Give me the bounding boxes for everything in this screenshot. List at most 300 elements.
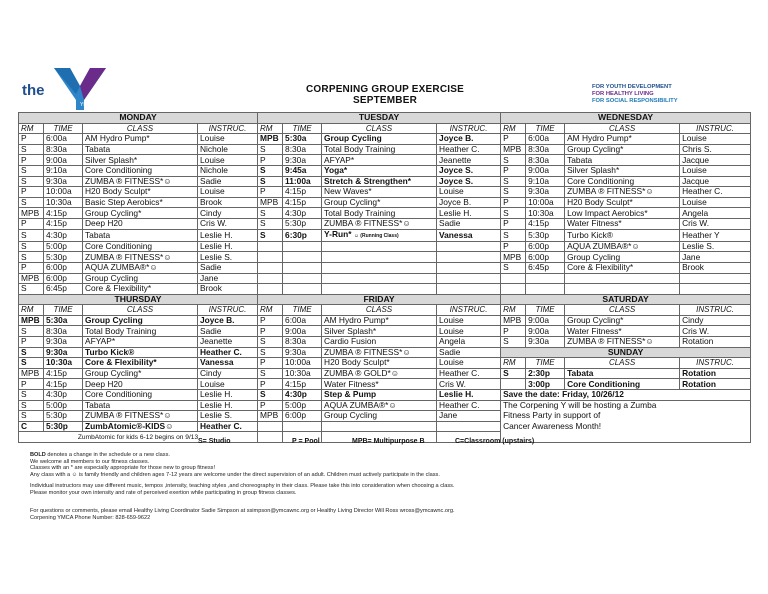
time-cell: 2:30p xyxy=(526,368,565,379)
time-cell: 6:00a xyxy=(283,315,322,326)
column-header-row xyxy=(19,305,751,316)
class-cell: Core & Flexibility* xyxy=(83,358,198,369)
instructor-cell: Heather C. xyxy=(437,400,501,411)
room-cell: S xyxy=(19,284,44,295)
col-rm: RM xyxy=(501,305,526,316)
instructor-cell: Jane xyxy=(437,411,501,422)
instructor-cell xyxy=(437,421,501,432)
instructor-cell: Sadie xyxy=(198,176,258,187)
room-cell: S xyxy=(258,337,283,348)
save-the-date-line: The Corpening Y will be hosting a Zumba xyxy=(501,400,751,411)
instructor-cell: Chris S. xyxy=(680,144,751,155)
class-cell: Group Cycling* xyxy=(83,368,198,379)
room-cell xyxy=(258,262,283,273)
room-cell: MPB xyxy=(258,134,283,145)
table-row xyxy=(19,262,751,273)
room-cell: S xyxy=(19,390,44,401)
class-cell: Deep H20 xyxy=(83,379,198,390)
legend-classroom: C=Classroom (upstairs) xyxy=(455,438,535,445)
instructor-cell: Jane xyxy=(198,273,258,284)
class-cell: Core & Flexibility* xyxy=(83,284,198,295)
table-row xyxy=(19,390,751,401)
room-cell: MPB xyxy=(258,411,283,422)
footnotes-block-1: BOLD denotes a change in the schedule or a new class. We welcome all members to our fitness classes. Classes with an * are especially appropriate for those new to group fitness! Any class with a ☺ is family friendly and children ages 7-12 years are welcome under the direct supervision of an adult. Children must actively participate in the class. xyxy=(30,452,440,478)
time-cell: 4:30p xyxy=(44,390,83,401)
class-cell xyxy=(322,241,437,252)
time-cell: 10:30a xyxy=(526,208,565,219)
room-cell: S xyxy=(258,368,283,379)
col-time: TIME xyxy=(526,305,565,316)
time-cell: 5:30p xyxy=(44,252,83,263)
time-cell xyxy=(283,284,322,295)
class-cell: Group Cycling xyxy=(322,134,437,145)
class-cell xyxy=(322,421,437,432)
time-cell: 9:10a xyxy=(44,165,83,176)
col-rm: RM xyxy=(19,123,44,134)
instructor-cell: Joyce B. xyxy=(437,197,501,208)
table-row xyxy=(19,315,751,326)
instructor-cell: Angela xyxy=(680,208,751,219)
room-cell: S xyxy=(19,400,44,411)
class-cell: Group Cycling* xyxy=(83,208,198,219)
room-cell: S xyxy=(501,337,526,348)
time-cell: 4:15p xyxy=(44,368,83,379)
day-header-row xyxy=(19,113,751,124)
ymca-tagline: FOR YOUTH DEVELOPMENT FOR HEALTHY LIVING FOR SOCIAL RESPONSIBILITY xyxy=(592,84,678,104)
class-cell: ZUMBA ® FITNESS*☺ xyxy=(83,252,198,263)
room-cell: S xyxy=(258,390,283,401)
instructor-cell: Cris W. xyxy=(198,218,258,229)
room-cell: P xyxy=(19,187,44,198)
table-row xyxy=(19,400,751,411)
class-cell: AQUA ZUMBA®*☺ xyxy=(322,400,437,411)
instructor-cell: Louise xyxy=(437,315,501,326)
thursday-note: ZumbAtomic for kids 6-12 begins on 9/13 xyxy=(19,432,258,443)
time-cell: 5:30p xyxy=(44,421,83,432)
instructor-cell: Leslie H. xyxy=(198,390,258,401)
instructor-cell: Louise xyxy=(198,155,258,166)
room-cell: P xyxy=(258,326,283,337)
room-cell: S xyxy=(258,165,283,176)
class-cell: Core Conditioning xyxy=(83,241,198,252)
table-row xyxy=(19,208,751,219)
class-cell: Water Fitness* xyxy=(565,218,680,229)
instructor-cell: Vanessa xyxy=(437,229,501,241)
class-cell xyxy=(322,284,437,295)
class-cell: ZUMBA ® FITNESS*☺ xyxy=(322,218,437,229)
time-cell: 9:00a xyxy=(283,326,322,337)
table-row xyxy=(19,165,751,176)
table-row xyxy=(19,176,751,187)
class-cell xyxy=(322,273,437,284)
time-cell xyxy=(283,241,322,252)
instructor-cell: Jeanette xyxy=(437,155,501,166)
time-cell: 4:15p xyxy=(44,218,83,229)
instructor-cell: Rotation xyxy=(680,337,751,348)
time-cell: 8:30a xyxy=(526,155,565,166)
room-cell xyxy=(258,241,283,252)
class-cell xyxy=(322,252,437,263)
table-row xyxy=(19,229,751,241)
instructor-cell: Louise xyxy=(198,187,258,198)
class-cell: Silver Splash* xyxy=(83,155,198,166)
table-row xyxy=(19,358,751,369)
room-cell: P xyxy=(258,187,283,198)
time-cell: 6:00p xyxy=(526,241,565,252)
room-cell: P xyxy=(19,379,44,390)
class-cell: Y-Run* ☺ (Running Class) xyxy=(322,229,437,241)
room-cell: MPB xyxy=(501,252,526,263)
class-cell: AFYAP* xyxy=(322,155,437,166)
room-cell: P xyxy=(258,358,283,369)
instructor-cell: Nichole xyxy=(198,165,258,176)
time-cell: 4:15p xyxy=(283,197,322,208)
room-cell: MPB xyxy=(501,144,526,155)
class-cell: Tabata xyxy=(565,155,680,166)
time-cell: 6:00a xyxy=(526,134,565,145)
instructor-cell: Louise xyxy=(437,326,501,337)
room-cell: P xyxy=(501,241,526,252)
class-cell: Group Cycling* xyxy=(322,197,437,208)
class-cell: Step & Pump xyxy=(322,390,437,401)
room-cell: P xyxy=(258,315,283,326)
time-cell xyxy=(526,284,565,295)
time-cell: 9:30a xyxy=(44,347,83,358)
room-cell xyxy=(258,252,283,263)
table-row xyxy=(19,187,751,198)
ymca-logo xyxy=(22,66,112,112)
instructor-cell: Louise xyxy=(680,134,751,145)
instructor-cell: Angela xyxy=(437,337,501,348)
class-cell: ZUMBA ® FITNESS*☺ xyxy=(83,176,198,187)
room-cell: S xyxy=(258,218,283,229)
col-class: CLASS xyxy=(322,123,437,134)
col-instructor: INSTRUC. xyxy=(198,305,258,316)
instructor-cell: Jeanette xyxy=(198,337,258,348)
class-cell: AQUA ZUMBA®*☺ xyxy=(565,241,680,252)
class-cell: ZUMBA ® GOLD*☺ xyxy=(322,368,437,379)
room-cell: C xyxy=(19,421,44,432)
room-cell: S xyxy=(19,229,44,241)
time-cell: 9:30a xyxy=(526,187,565,198)
footnotes-block-2: Individual instructors may use different music, tempos ,intensity, teaching styles ,and choreography in their class. Please take this into consideration when choosing a class. Please monitor your own intensity and rate of perceived exertion while participating in group fitness classes. xyxy=(30,483,455,496)
instructor-cell: Cindy xyxy=(198,208,258,219)
room-cell xyxy=(258,273,283,284)
class-cell: ZumbAtomic®-KIDS☺ xyxy=(83,421,198,432)
instructor-cell: Cris W. xyxy=(437,379,501,390)
instructor-cell: Leslie H. xyxy=(198,229,258,241)
class-cell: Basic Step Aerobics* xyxy=(83,197,198,208)
time-cell: 9:30a xyxy=(44,176,83,187)
time-cell: 6:00a xyxy=(44,134,83,145)
save-the-date-title: Save the date: Friday, 10/26/12 xyxy=(501,390,751,401)
room-cell: P xyxy=(501,197,526,208)
class-cell: Total Body Training xyxy=(322,208,437,219)
class-cell: AM Hydro Pump* xyxy=(83,134,198,145)
time-cell: 4:15p xyxy=(283,379,322,390)
room-cell xyxy=(501,284,526,295)
class-cell: Cardio Fusion xyxy=(322,337,437,348)
empty-cell xyxy=(501,432,751,443)
instructor-cell: Jane xyxy=(680,252,751,263)
instructor-cell: Nichole xyxy=(198,144,258,155)
room-cell: MPB xyxy=(19,315,44,326)
time-cell xyxy=(283,252,322,263)
class-cell: Turbo Kick® xyxy=(565,229,680,241)
class-cell: AQUA ZUMBA®*☺ xyxy=(83,262,198,273)
class-cell: ZUMBA ® FITNESS*☺ xyxy=(83,411,198,422)
col-rm: RM xyxy=(501,123,526,134)
room-cell: P xyxy=(258,379,283,390)
instructor-cell: Leslie H. xyxy=(437,208,501,219)
room-cell: S xyxy=(19,326,44,337)
class-cell: ZUMBA ® FITNESS*☺ xyxy=(565,337,680,348)
schedule-table xyxy=(18,112,751,443)
class-cell xyxy=(322,262,437,273)
class-cell: Silver Splash* xyxy=(322,326,437,337)
table-row xyxy=(19,284,751,295)
time-cell: 3:00p xyxy=(526,379,565,390)
time-cell: 8:30a xyxy=(283,337,322,348)
time-cell: 10:30a xyxy=(283,368,322,379)
instructor-cell: Sadie xyxy=(198,326,258,337)
legend-pool: P = Pool xyxy=(292,438,320,445)
table-row xyxy=(19,218,751,229)
instructor-cell: Heather C. xyxy=(437,144,501,155)
time-cell: 9:30a xyxy=(44,337,83,348)
room-cell: S xyxy=(19,241,44,252)
room-cell: P xyxy=(501,218,526,229)
time-cell xyxy=(283,262,322,273)
instructor-cell: Jacque xyxy=(680,176,751,187)
room-cell: P xyxy=(501,134,526,145)
col-rm: RM xyxy=(258,305,283,316)
col-rm: RM xyxy=(258,123,283,134)
room-cell: P xyxy=(258,155,283,166)
room-cell: S xyxy=(501,208,526,219)
room-cell: P xyxy=(501,165,526,176)
page-title: CORPENING GROUP EXERCISE SEPTEMBER xyxy=(306,84,464,106)
instructor-cell: Cindy xyxy=(680,315,751,326)
legend-multipurpose: MPB= Multipurpose B xyxy=(352,438,425,445)
instructor-cell: Cris W. xyxy=(680,326,751,337)
room-cell: S xyxy=(258,144,283,155)
table-row xyxy=(19,134,751,145)
time-cell: 9:30a xyxy=(526,337,565,348)
instructor-cell: Leslie S. xyxy=(198,411,258,422)
table-row xyxy=(19,379,751,390)
table-row xyxy=(19,241,751,252)
day-header-sunday: SUNDAY xyxy=(501,347,751,358)
table-row xyxy=(19,368,751,379)
time-cell: 9:30a xyxy=(283,155,322,166)
time-cell: 9:10a xyxy=(526,176,565,187)
col-instructor: INSTRUC. xyxy=(680,123,751,134)
room-cell: S xyxy=(501,368,526,379)
class-cell: Stretch & Strengthen* xyxy=(322,176,437,187)
table-row xyxy=(19,144,751,155)
time-cell: 6:00p xyxy=(44,273,83,284)
class-cell: AM Hydro Pump* xyxy=(565,134,680,145)
time-cell: 6:45p xyxy=(526,262,565,273)
class-cell: New Waves* xyxy=(322,187,437,198)
room-cell: P xyxy=(19,337,44,348)
class-cell: ZUMBA ® FITNESS*☺ xyxy=(322,347,437,358)
time-cell: 9:00a xyxy=(526,315,565,326)
col-instructor: INSTRUC. xyxy=(437,123,501,134)
instructor-cell: Rotation xyxy=(680,379,751,390)
instructor-cell: Leslie H. xyxy=(198,241,258,252)
instructor-cell: Leslie H. xyxy=(437,390,501,401)
instructor-cell: Joyce B. xyxy=(198,315,258,326)
instructor-cell xyxy=(680,273,751,284)
class-cell: H20 Body Sculpt* xyxy=(565,197,680,208)
col-time: TIME xyxy=(283,123,322,134)
time-cell: 5:30a xyxy=(44,315,83,326)
class-cell: Low Impact Aerobics* xyxy=(565,208,680,219)
instructor-cell: Brook xyxy=(198,197,258,208)
class-cell: Core Conditioning xyxy=(565,379,680,390)
table-row xyxy=(19,252,751,263)
col-class: CLASS xyxy=(83,123,198,134)
room-cell: S xyxy=(258,229,283,241)
room-cell: MPB xyxy=(19,368,44,379)
room-cell: P xyxy=(501,326,526,337)
class-cell: Group Cycling* xyxy=(565,144,680,155)
time-cell: 6:00p xyxy=(44,262,83,273)
time-cell: 4:30p xyxy=(44,229,83,241)
room-cell: MPB xyxy=(501,315,526,326)
instructor-cell: Heather C. xyxy=(198,421,258,432)
class-cell: Deep H20 xyxy=(83,218,198,229)
col-class: CLASS xyxy=(83,305,198,316)
room-cell: S xyxy=(501,229,526,241)
time-cell: 10:00a xyxy=(526,197,565,208)
instructor-cell: Cindy xyxy=(198,368,258,379)
logo-the-text: the xyxy=(22,82,45,99)
class-cell: Group Cycling xyxy=(322,411,437,422)
col-time: TIME xyxy=(526,358,565,369)
day-header-tuesday: TUESDAY xyxy=(258,113,501,124)
col-class: CLASS xyxy=(565,123,680,134)
instructor-cell: Sadie xyxy=(437,218,501,229)
time-cell: 6:00p xyxy=(526,252,565,263)
class-cell: Core Conditioning xyxy=(83,165,198,176)
instructor-cell xyxy=(437,241,501,252)
room-cell xyxy=(501,379,526,390)
class-cell: Tabata xyxy=(83,400,198,411)
instructor-cell xyxy=(680,284,751,295)
instructor-cell: Joyce S. xyxy=(437,176,501,187)
save-the-date-line: Fitness Party in support of xyxy=(501,411,751,422)
instructor-cell: Louise xyxy=(437,358,501,369)
table-row xyxy=(19,197,751,208)
class-cell xyxy=(565,273,680,284)
instructor-cell: Joyce S. xyxy=(437,165,501,176)
room-cell: S xyxy=(19,347,44,358)
room-cell: S xyxy=(19,358,44,369)
instructor-cell xyxy=(437,262,501,273)
day-header-monday: MONDAY xyxy=(19,113,258,124)
instructor-cell: Louise xyxy=(198,379,258,390)
time-cell xyxy=(283,273,322,284)
room-cell: S xyxy=(19,165,44,176)
col-rm: RM xyxy=(501,358,526,369)
instructor-cell: Brook xyxy=(198,284,258,295)
time-cell: 10:30a xyxy=(44,358,83,369)
instructor-cell: Leslie H. xyxy=(198,400,258,411)
room-cell xyxy=(258,432,283,443)
instructor-cell: Sadie xyxy=(437,347,501,358)
col-instructor: INSTRUC. xyxy=(680,358,751,369)
time-cell: 9:00a xyxy=(44,155,83,166)
time-cell: 10:00a xyxy=(44,187,83,198)
class-cell: Yoga* xyxy=(322,165,437,176)
time-cell: 4:15p xyxy=(526,218,565,229)
class-cell: H20 Body Sculpt* xyxy=(322,358,437,369)
time-cell: 8:30a xyxy=(44,326,83,337)
time-cell: 9:00a xyxy=(526,165,565,176)
class-cell: Total Body Training xyxy=(322,144,437,155)
class-cell: Group Cycling xyxy=(83,273,198,284)
room-cell: S xyxy=(19,252,44,263)
time-cell xyxy=(283,421,322,432)
room-cell: S xyxy=(258,176,283,187)
instructor-cell: Louise xyxy=(680,165,751,176)
time-cell: 5:00p xyxy=(283,400,322,411)
day-header-row xyxy=(19,294,751,305)
time-cell: 4:15p xyxy=(283,187,322,198)
col-time: TIME xyxy=(526,123,565,134)
room-cell: S xyxy=(19,144,44,155)
time-cell: 5:30p xyxy=(44,411,83,422)
time-cell: 5:30p xyxy=(283,218,322,229)
room-cell xyxy=(501,273,526,284)
time-cell: 8:30a xyxy=(44,144,83,155)
instructor-cell: Brook xyxy=(680,262,751,273)
room-cell: S xyxy=(501,155,526,166)
col-time: TIME xyxy=(44,305,83,316)
instructor-cell xyxy=(437,273,501,284)
time-cell: 10:30a xyxy=(44,197,83,208)
col-time: TIME xyxy=(283,305,322,316)
class-cell: Water Fitness* xyxy=(322,379,437,390)
class-cell: AFYAP* xyxy=(83,337,198,348)
footnotes-block-3: For questions or comments, please email Healthy Living Coordinator Sadie Simpson at ssimpson@ymcawnc.org or Healthy Living Director Will Ross wross@ymcawnc.org. Corpening YMCA Phone Number: 828-659-9622 xyxy=(30,508,455,521)
col-instructor: INSTRUC. xyxy=(437,305,501,316)
instructor-cell: Louise xyxy=(437,187,501,198)
instructor-cell: Sadie xyxy=(198,262,258,273)
room-cell: P xyxy=(19,155,44,166)
class-cell: AM Hydro Pump* xyxy=(322,315,437,326)
class-cell: Tabata xyxy=(565,368,680,379)
room-cell: P xyxy=(19,218,44,229)
legend-studio: S= Studio xyxy=(198,438,231,445)
class-cell: Tabata xyxy=(83,144,198,155)
col-class: CLASS xyxy=(565,305,680,316)
instructor-cell: Vanessa xyxy=(198,358,258,369)
instructor-cell xyxy=(437,252,501,263)
day-header-wednesday: WEDNESDAY xyxy=(501,113,751,124)
day-header-saturday: SATURDAY xyxy=(501,294,751,305)
room-cell: S xyxy=(501,187,526,198)
time-cell xyxy=(526,273,565,284)
time-cell: 11:00a xyxy=(283,176,322,187)
y-logo-icon xyxy=(50,66,108,112)
time-cell: 8:30a xyxy=(283,144,322,155)
col-class: CLASS xyxy=(322,305,437,316)
class-cell: Total Body Training xyxy=(83,326,198,337)
